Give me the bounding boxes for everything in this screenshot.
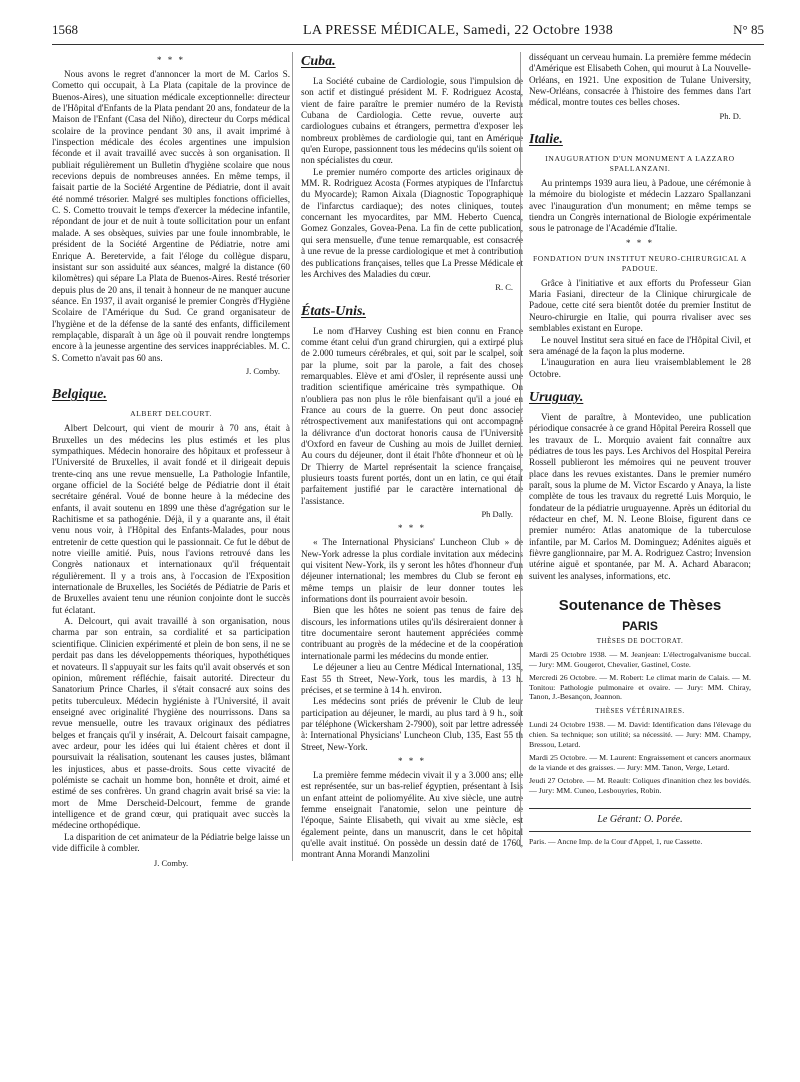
page-header xyxy=(52,22,764,45)
theses-title: Soutenance de Thèses xyxy=(558,597,722,615)
journal-title: LA PRESSE MÉDICALE, Samedi, 22 Octobre 1938 xyxy=(303,23,613,38)
italie-paragraph: Grâce à l'initiative et aux efforts du Professeur Gian Maria Fasiani, directeur de la Clinique chirurgicale de Padoue, cette cité sera bientôt dotée du premier Institut de Neuro-chirurgie en Italie, qui pourra rivaliser avec ses semblables existant en Europe. xyxy=(529,277,751,334)
delcourt-paragraph: Albert Delcourt, qui vient de mourir à 70 ans, était à Bruxelles un des médecins les plus estimés et les plus sympathiques. Médecin honoraire des hôpitaux et professeur à l'Université de Bruxelles, il avait fondé et il dirigeait depuis trente-cinq ans une revue mensuelle, La Pathologie Infantile, organe officiel de la Société belge de Pédiatrie dont il était secrétaire général. Voué de bonne heure à la médecine des enfants, il avait soutenu en 1899 une thèse d'agrégation sur le Rachitisme et sa pathogénie. Déjà, il y a quarante ans, il était venu nous voir, à l'Hôpital des Enfants-Malades, pour nous entretenir de cette question qui le passionnait. Ce fut le début de notre vieille amitié. Puis, nous l'avions retrouvé dans les Congrès nationaux et internationaux qu'il fréquentait régulièrement. Il y a trois ans, à l'occasion de l'Exposition internationale de Bruxelles, les Sociétés de Pédiatrie de Paris et de Bruxelles avaient tenu une réunion conjointe dont le succès fut éclatant. xyxy=(52,423,290,615)
italie-paragraph: Au printemps 1939 aura lieu, à Padoue, une cérémonie à la mémoire du biologiste et médecin Lazzaro Spallanzani avec l'inauguration d'un monument; en même temps se tiendra un Congrès international de Biologie expérimentale sous le patronage de l'Académie d'Italie. xyxy=(529,178,751,234)
section-heading-belgique: Belgique. xyxy=(52,387,107,403)
section-separator: * * * xyxy=(626,237,654,248)
usa-paragraph: Le déjeuner a lieu au Centre Médical International, 135, East 55 th Street, New-York, tous les mardis, à 13 h. précises, et se termine à 14 h. environ. xyxy=(301,662,523,695)
column-1 xyxy=(52,52,290,874)
signature: J. Comby. xyxy=(153,858,189,869)
usa-paragraph: « The International Physicians' Luncheon Club » de New-York adresse la plus cordiale invitation aux médecins qui visitent New-York, ils y seront les hôtes d'honneur d'un déjeuner international; les membres du Club se feront en même temps un plaisir de leur donner toutes les informations dont ils pourraient avoir besoin. xyxy=(301,537,523,605)
cuba-paragraph: La Société cubaine de Cardiologie, sous l'impulsion de son actif et distingué président M. F. Rodriguez Acosta, vient de faire paraître le premier numéro de la Revista Cubana de Cardiologia. Cette revue, ouverte aux cardiologues cubains et étrangers, permettra d'exposer les nombreux problèmes de cardiologie qui, tant en Amérique qu'en Europe, passionnent tous les médecins qu'ils soient ou non spécialistes du cœur. xyxy=(301,76,523,166)
theses-city: PARIS xyxy=(622,619,658,634)
section-heading-uruguay: Uruguay. xyxy=(529,389,584,405)
theses-entry: Mardi 25 Octobre. — M. Laurent: Engraissement et cancers anormaux de la viande et des graisses. — Jury: MM. Tanon, Verge, Letard. xyxy=(529,753,751,772)
theses-section xyxy=(529,597,751,847)
uruguay-paragraph: Vient de paraître, à Montevideo, une publication périodique consacrée à ce grand Hôpital Pereira Rossell que les travaux de L. Morquio avaient fait connaître aux pédiatres de tous les pays. Les Archivos del Hospital Pereira Rossell publieront les mémoires qui ne peuvent trouver place dans les revues existantes. Dans le premier numéro paraît, sous la plume de M. Victor Escardo y Anaya, la liste complète de tous les travaux du regretté Luis Morquio, le fondateur de la pédiatrie uruguayenne. Après un éditorial du rédacteur en chef, M. N. Leone Bloise, figurent dans ce premier numéro: Atlas anatomique de la tuberculose infantile, par M. Carlos M. Dominguez; Adénites aiguës et fièvre ganglionnaire, par M. A. Rodriguez Castro; Invension utérine aiguë et spontanée, par M. A. Achard Abaracon; suivent les analyses, informations, etc. xyxy=(529,411,751,581)
theses-entry: Jeudi 27 Octobre. — M. Reault: Coliques d'inanition chez les bovidés. — Jury: MM. Cuneo, Lesbouyries, Robin. xyxy=(529,776,751,795)
theses-subheading: THÈSES DE DOCTORAT. xyxy=(596,636,684,645)
issue-number: N° 85 xyxy=(733,22,764,37)
section-separator: * * * xyxy=(398,523,426,534)
usa-paragraph: La première femme médecin vivait il y a 3.000 ans; elle est représentée, sur un bas-relief égyptien, présentant à Isis un enfant atteint de poliomyélite. Au xive siècle, une autre femme enseignait l'anatomie, selon une peinture de l'époque, Sainte Elisabeth, qui vivait au xme siècle, est également peinte, dans un manuscrit, dans le cet hôpital qu'elle avait institué. On possède un dessin daté de 1760, montrant Anna Morandi Manzolini xyxy=(301,769,523,860)
subheading: INAUGURATION D'UN MONUMENT A LAZZARO SPALLANZANI. xyxy=(545,154,735,174)
theses-entry: Mercredi 26 Octobre. — M. Robert: Le climat marin de Calais. — M. Tonitou: Pathologie pulmonaire et ovaire. — Jury: MM. Chiray, Tanon, J.-Besançon, Joannon. xyxy=(529,673,751,702)
italie-paragraph: L'inauguration en aura lieu vraisemblablement le 28 Octobre. xyxy=(529,357,751,379)
printer-line: Paris. — Ancne Imp. de la Cour d'Appel, 1, rue Cassette. xyxy=(529,831,751,847)
section-separator: * * * xyxy=(157,55,185,65)
signature: J. Comby. xyxy=(245,365,280,376)
cuba-paragraph: Le premier numéro comporte des articles originaux de MM. R. Rodriguez Acosta (Formes atypiques de l'Infarctus du Myocarde); Ramon Aixala (Diagnostic Topographique de l'infarctus cardiaque); des notes cliniques, toutes concernant les myocardites, par MM. Heberto Cuenca, Gomez Gonzales, Govea-Pena. La fin de cette publication, qui sera mensuelle, d'une tenue remarquable, est consacrée à une revue de la presse cardiologique et met à contribution des publications françaises, telles que La Presse Médicale et les Archives des Maladies du cœur. xyxy=(301,166,523,279)
theses-subheading: THÈSES VÉTÉRINAIRES. xyxy=(595,707,685,716)
signature: Ph. D. xyxy=(719,110,741,121)
delcourt-paragraph: A. Delcourt, qui avait travaillé à son organisation, nous charma par son entrain, sa cordialité et sa participation scientifique. Clinicien expérimenté et plein de bon sens, il ne se perdait pas dans les développements théoriques, hypothétiques et novateurs. Il s'appuyait sur les faits qu'il avait observés et son opinion, mûrement réfléchie, faisait autorité. Directeur du Sanatorium Prince Charles, il s'était consacré aux soins des petits tuberculeux. Médecin hygiéniste à l'Université, il avait enseigné avec originalité l'hygiène des nourrissons. Dans sa revue mensuelle, outre les travaux originaux des pédiatres belges et français qu'il y insérait, A. Delcourt faisait campagne, avec ardeur, pour les idées qui lui étaient chères et dont il poursuivait la réalisation, soutenant les causes justes, blâmant les injustices, abus et passe-droits. Sous cette vivacité de polémiste se cachait un homme bon, honnête et droit, aimé et estimé de ses confrères. Un grand chagrin avait brisé sa vie: la mort de Mme Derscheid-Delcourt, femme de grande intelligence et de grand cœur, qui pratiquait avec succès la médecine orthopédique. xyxy=(52,616,290,831)
section-heading-cuba: Cuba. xyxy=(301,54,336,69)
signature: Ph Dally. xyxy=(481,509,513,520)
gerant-line: Le Gérant: O. Porée. xyxy=(529,808,751,825)
section-heading-italie: Italie. xyxy=(529,132,563,148)
subheading: FONDATION D'UN INSTITUT NEURO-CHIRURGICAL A PADOUE. xyxy=(532,253,748,273)
column-2 xyxy=(292,52,523,861)
subheading: ALBERT DELCOURT. xyxy=(130,409,212,419)
signature: R. C. xyxy=(495,282,513,293)
page-number: 1568 xyxy=(52,22,78,37)
theses-entry: Lundi 24 Octobre 1938. — M. David: Identification dans l'élevage du chien. Sa technique; son utilité; sa nécessité. — Jury: MM. Champy, Bressou, Letard. xyxy=(529,720,751,749)
continued-paragraph: disséquant un cerveau humain. La première femme médecin d'Amérique est Elisabeth Cohen, qui mourut à La Nouvelle-Orléans, en 1921. Une exposition de Tulane University, New-Orléans, consacrée à l'histoire des femmes dans l'art médical, montre toutes ces belles choses. xyxy=(529,52,751,108)
usa-paragraph: Bien que les hôtes ne soient pas tenus de faire des discours, les informations utiles qu'ils désireraient donner à titre documentaire seront hautement appréciées comme contribuant au progrès de la médecine et de la coopération internationale parmi les médecins du monde entier. xyxy=(301,605,523,661)
usa-paragraph: Le nom d'Harvey Cushing est bien connu en France comme étant celui d'un grand chirurgien, qui a extirpé plus de 2.000 tumeurs cérébrales, et qui, soit par le scalpel, soit par la plume, soit par la parole, a fait des choses remarquables. Elève et ami d'Osler, il représente aussi une tradition scientifique américaine très sympathique. On n'oubliera pas non plus le rôle bienfaisant qu'il a joué en France au cours de la guerre. On peut donc associer rétrospectivement aux manifestations qui ont accompagné la délivrance d'un doctorat honoris causa de l'Université d'Oxford en faveur de Cushing au mois de Juillet dernier. Au cours du déjeuner, dont il était l'hôte d'honneur et où le Dr Thierry de Martel représentait la science française, plusieurs toasts furent portés, dont un en latin, ce qui était parfaitement justifié par le caractère international de l'assistance. xyxy=(301,325,523,506)
section-separator: * * * xyxy=(398,755,426,766)
section-heading-etats-unis: États-Unis. xyxy=(301,303,366,319)
cometto-obituary: Nous avons le regret d'annoncer la mort de M. Carlos S. Cometto qui occupait, à La Plata (capitale de la province de Buenos-Aires), une situation médicale exceptionnelle: directeur de l'Hôpital d'Enfants de la Plata pendant 20 ans, fondateur de la Maison de l'Enfant (Casa del Niño), directeur du Corps médical scolaire de la province pendant 30 ans, il avait imprimé à l'inspection médicale des écoles argentines une impulsion féconde et il avait travaillé avec succès à son organisation. Il publiait régulièrement un Bulletin d'hygiène scolaire que nous recevions depuis de nombreuses années. En même temps, il faisait partie de la Société Argentine de Pédiatrie, dont il avait été nommé trésorier. Malgré ses multiples fonctions officielles, C. S. Cometto trouvait le temps d'exercer la médecine infantile, répondant de jour et de nuit à toute sollicitation pour un enfant malade. A ses obsèques, suivies par une foule innombrable, le président de la Société Argentine de Pédiatrie, notre ami Enrique A. Beretervide, a fait l'éloge du collègue disparu, insistant sur son assiduité aux séances, malgré la distance (60 kilomètres) qui sépare La Plata de Buenos-Aires. Resté trésorier depuis plus de 20 ans, il tenait à honneur de ne manquer aucune séance. En 1937, il avait organisé le premier Congrès d'Hygiène Scolaire de l'Amérique du Sud. Ce grand organisateur de l'hygiène et de la défense de la santé des enfants, difficilement remplaçable, disparaît à un âge où il pouvait rendre longtemps encore à la jeunesse argentine des services inappréciables. M. C. S. Cometto n'avait pas 60 ans. xyxy=(52,69,290,363)
theses-entry: Mardi 25 Octobre 1938. — M. Jeanjean: L'électrogalvanisme buccal. — Jury: MM. Gougerot, Chevalier, Gastinel, Coste. xyxy=(529,650,751,669)
column-3 xyxy=(520,52,751,847)
italie-paragraph: Le nouvel Institut sera situé en face de l'Hôpital Civil, et sera aménagé de la façon la plus moderne. xyxy=(529,334,751,356)
usa-paragraph: Les médecins sont priés de prévenir le Club de leur participation au déjeuner, le mardi, au plus tard à 9 h., soit par téléphone (Wickersham 2-7900), soit par lettre adressée à: International Physicians' Luncheon Club, 135, East 55 th Street, New-York. xyxy=(301,696,523,752)
delcourt-paragraph: La disparition de cet animateur de la Pédiatrie belge laisse un vide difficile à combler. xyxy=(52,831,290,853)
